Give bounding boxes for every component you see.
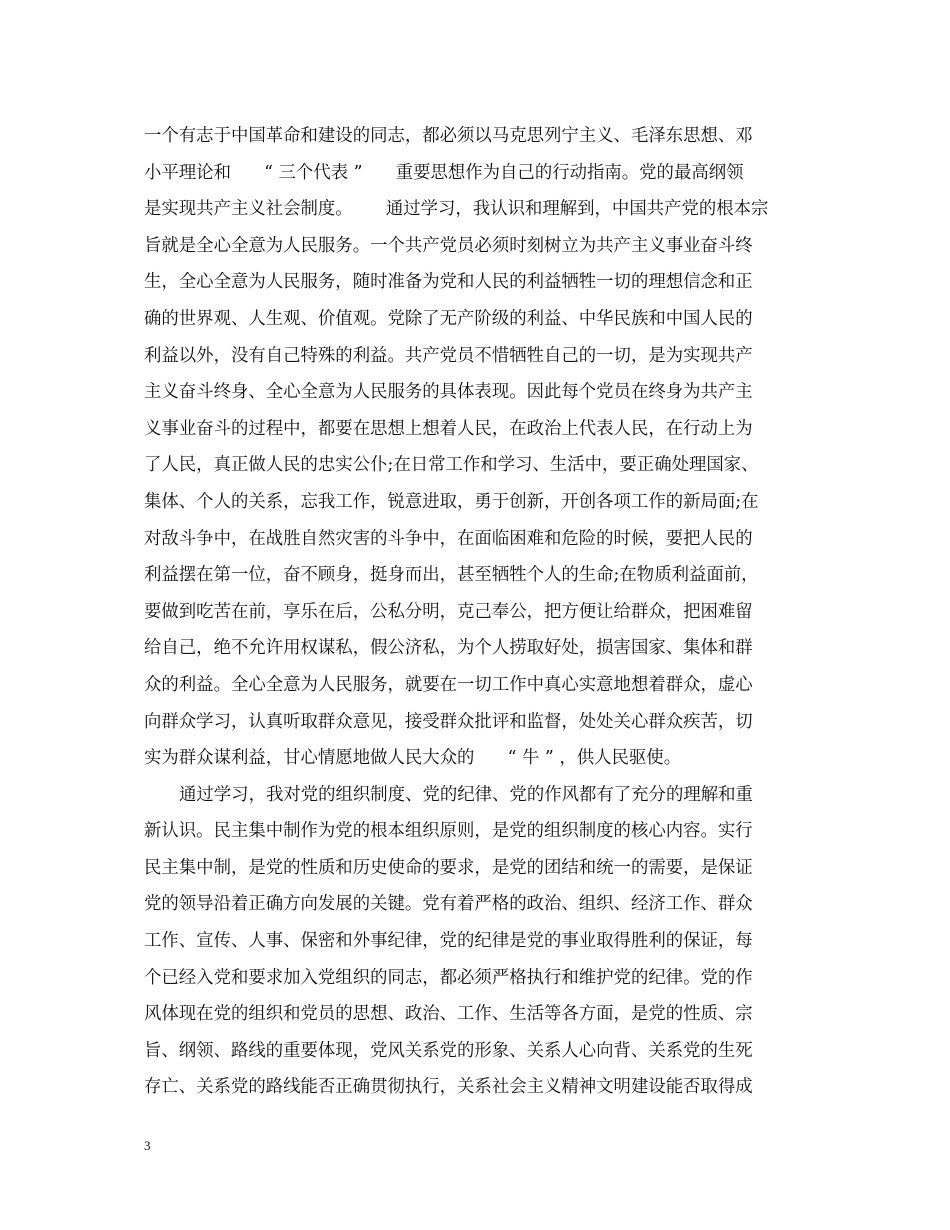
text-line: 要做到吃苦在前，享乐在后，公私分明，克己奉公，把方便让给群众，把困难留 bbox=[144, 601, 753, 622]
text-line: 义事业奋斗的过程中，都要在思想上想着人民，在政治上代表人民，在行动上为 bbox=[144, 418, 753, 439]
text-line: 党的领导沿着正确方向发展的关键。党有着严格的政治、组织、经济工作、群众 bbox=[144, 894, 753, 915]
text-line: 生，全心全意为人民服务，随时准备为党和人民的利益牺牲一切的理想信念和正 bbox=[144, 272, 753, 293]
text-line: 利益摆在第一位，奋不顾身，挺身而出，甚至牺牲个人的生命;在物质利益面前， bbox=[144, 565, 759, 586]
text-line: 个已经入党和要求加入党组织的同志，都必须严格执行和维护党的纪律。党的作 bbox=[144, 967, 753, 988]
page-number: 3 bbox=[144, 1138, 151, 1153]
text-line: 是实现共产主义社会制度。 通过学习，我认识和理解到，中国共产党的根本宗 bbox=[144, 199, 769, 220]
text-line: 旨、纲领、路线的重要体现，党风关系党的形象、关系人心向背、关系党的生死 bbox=[144, 1040, 753, 1061]
text-line: 实为群众谋利益，甘心情愿地做人民大众的 “ 牛 ” ，供人民驱使。 bbox=[144, 748, 682, 769]
text-line: 小平理论和 “ 三个代表 ” 重要思想作为自己的行动指南。党的最高纲领 bbox=[144, 162, 744, 183]
text-line: 民主集中制，是党的性质和历史使命的要求，是党的团结和统一的需要，是保证 bbox=[144, 857, 753, 878]
text-line: 给自己，绝不允许用权谋私，假公济私，为个人捞取好处，损害国家、集体和群 bbox=[144, 638, 753, 659]
text-line: 利益以外，没有自己特殊的利益。共产党员不惜牺牲自己的一切，是为实现共产 bbox=[144, 345, 753, 366]
text-line: 集体、个人的关系，忘我工作，锐意进取，勇于创新，开创各项工作的新局面;在 bbox=[144, 491, 759, 512]
text-line: 工作、宣传、人事、保密和外事纪律，党的纪律是党的事业取得胜利的保证，每 bbox=[144, 931, 753, 952]
text-line: 了人民，真正做人民的忠实公仆;在日常工作和学习、生活中，要正确处理国家、 bbox=[144, 455, 759, 476]
text-line: 向群众学习，认真听取群众意见，接受群众批评和监督，处处关心群众疾苦，切 bbox=[144, 711, 753, 732]
text-line: 众的利益。全心全意为人民服务，就要在一切工作中真心实意地想着群众，虚心 bbox=[144, 674, 753, 695]
paragraph-start-line: 通过学习，我对党的组织制度、党的纪律、党的作风都有了充分的理解和重 bbox=[179, 784, 753, 805]
text-line: 确的世界观、人生观、价值观。党除了无产阶级的利益、中华民族和中国人民的 bbox=[144, 308, 753, 329]
text-line: 对敌斗争中，在战胜自然灾害的斗争中，在面临困难和危险的时候，要把人民的 bbox=[144, 528, 753, 549]
text-line: 存亡、关系党的路线能否正确贯彻执行，关系社会主义精神文明建设能否取得成 bbox=[144, 1077, 753, 1098]
text-line: 风体现在党的组织和党员的思想、政治、工作、生活等各方面，是党的性质、宗 bbox=[144, 1004, 753, 1025]
text-line: 旨就是全心全意为人民服务。一个共产党员必须时刻树立为共产主义事业奋斗终 bbox=[144, 235, 753, 256]
text-line: 一个有志于中国革命和建设的同志，都必须以马克思列宁主义、毛泽东思想、邓 bbox=[144, 126, 753, 146]
text-line: 新认识。民主集中制作为党的根本组织原则，是党的组织制度的核心内容。实行 bbox=[144, 821, 753, 842]
text-line: 主义奋斗终身、全心全意为人民服务的具体表现。因此每个党员在终身为共产主 bbox=[144, 382, 753, 403]
body-text bbox=[144, 118, 808, 1106]
